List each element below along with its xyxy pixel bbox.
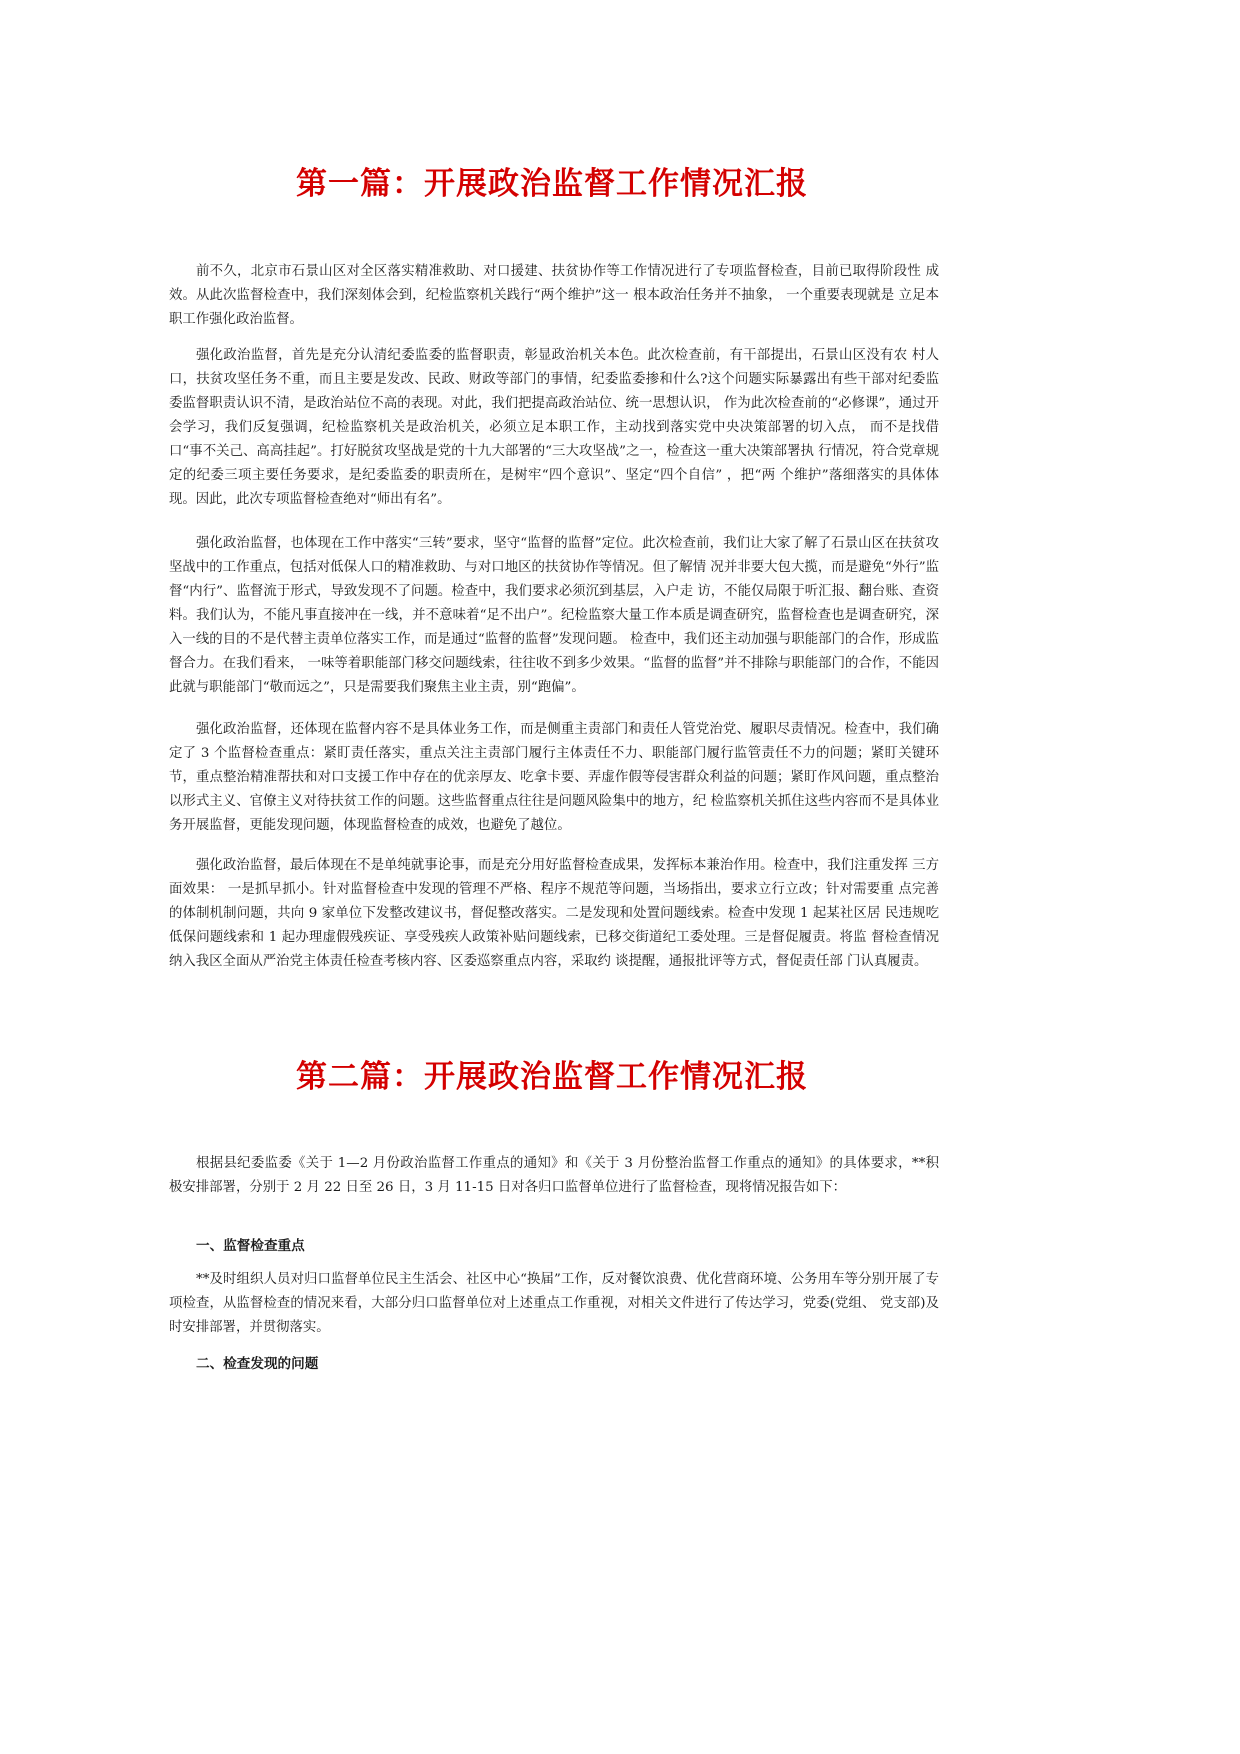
document-title-2: 第二篇：开展政治监督工作情况汇报 xyxy=(296,1059,808,1095)
paragraph-4: 强化政治监督，还体现在监督内容不是具体业务工作，而是侧重主责部门和责任人管党治党、履职尽责情况。检查中，我们确定了 3 个监督检查重点：紧盯责任落实，重点关注主责部门履行主体责任不力、职能部门履行监管责任不力的问题；紧盯关键环节，重点整治精准帮扶和对口支援工作中存在的优亲厚友、吃拿卡要、弄虚作假等侵害群众利益的问题；紧盯作风问题，重点整治以形式主义、官僚主义对待扶贫工作的问题。这些监督重点往往是问题风险集中的地方，纪 检监察机关抓住这些内容而不是具体业务开展监督，更能发现问题，体现监督检查的成效，也避免了越位。 xyxy=(169,722,939,833)
paragraph-7: **及时组织人员对归口监督单位民主生活会、社区中心“换届”工作，反对餐饮浪费、优化营商环境、公务用车等分别开展了专项检查，从监督检查的情况来看，大部分归口监督单位对上述重点工作重视，对相关文件进行了传达学习，党委(党组、 党支部)及时安排部署，并贯彻落实。 xyxy=(169,1272,939,1335)
paragraph-3: 强化政治监督，也体现在工作中落实“三转”要求，坚守“监督的监督”定位。此次检查前，我们让大家了解了石景山区在扶贫攻坚战中的工作重点，包括对低保人口的精准救助、与对口地区的扶贫协作等情况。但了解情 况并非要大包大揽，而是避免“外行”监督“内行”、监督流于形式，导致发现不了问题。检查中，我们要求必须沉到基层，入户走 访，不能仅局限于听汇报、翻台账、查资料。我们认为，不能凡事直接冲在一线，并不意味着“足不出户”。纪检监察大量工作本质是调查研究，监督检查也是调查研究，深入一线的目的不是代替主责单位落实工作，而是通过“监督的监督”发现问题。 检查中，我们还主动加强与职能部门的合作，形成监督合力。在我们看来， 一味等着职能部门移交问题线索，往往收不到多少效果。“监督的监督”并不排除与职能部门的合作，不能因此就与职能部门“敬而远之”，只是需要我们聚焦主业主责，别“跑偏”。 xyxy=(169,536,939,695)
paragraph-2: 强化政治监督，首先是充分认清纪委监委的监督职责，彰显政治机关本色。此次检查前，有干部提出，石景山区没有农 村人口，扶贫攻坚任务不重，而且主要是发改、民政、财政等部门的事情，纪委监委掺和什么?这个问题实际暴露出有些干部对纪委监委监督职责认识不清，是政治站位不高的表现。对此，我们把提高政治站位、统一思想认识， 作为此次检查前的“必修课”，通过开会学习，我们反复强调，纪检监察机关是政治机关，必须立足本职工作，主动找到落实党中央决策部署的切入点， 而不是找借口“事不关己、高高挂起”。打好脱贫攻坚战是党的十九大部署的“三大攻坚战”之一，检查这一重大决策部署执 行情况，符合党章规定的纪委三项主要任务要求，是纪委监委的职责所在，是树牢“四个意识”、坚定“四个自信” ，把“两 个维护”落细落实的具体体现。因此，此次专项监督检查绝对“师出有名”。 xyxy=(169,348,939,507)
section-heading-2: 二、检查发现的问题 xyxy=(196,1356,319,1372)
paragraph-1: 前不久，北京市石景山区对全区落实精准救助、对口援建、扶贫协作等工作情况进行了专项监督检查，目前已取得阶段性 成效。从此次监督检查中，我们深刻体会到，纪检监察机关践行“两个维护”这一 根本政治任务并不抽象， 一个重要表现就是 立足本职工作强化政治监督。 xyxy=(169,264,939,327)
paragraph-5: 强化政治监督，最后体现在不是单纯就事论事，而是充分用好监督检查成果，发挥标本兼治作用。检查中，我们注重发挥 三方面效果： 一是抓早抓小。针对监督检查中发现的管理不严格、程序不规范等问题，当场指出，要求立行立改；针对需要重 点完善的体制机制问题，共向 9 家单位下发整改建议书，督促整改落实。二是发现和处置问题线索。检查中发现 1 起某社区居 民违规吃低保问题线索和 1 起办理虚假残疾证、享受残疾人政策补贴问题线索，已移交街道纪工委处理。三是督促履责。将监 督检查情况纳入我区全面从严治党主体责任检查考核内容、区委巡察重点内容，采取约 谈提醒，通报批评等方式，督促责任部 门认真履责。 xyxy=(169,858,939,969)
document-title-1: 第一篇：开展政治监督工作情况汇报 xyxy=(296,166,808,202)
paragraph-6: 根据县纪委监委《关于 1—2 月份政治监督工作重点的通知》和《关于 3 月份整治监督工作重点的通知》的具体要求，**积 极安排部署，分别于 2 月 22 日至 26 日，3 月 11-15 日对各归口监督单位进行了监督检查，现将情况报告如下： xyxy=(169,1156,939,1195)
section-heading-1: 一、监督检查重点 xyxy=(196,1238,305,1254)
